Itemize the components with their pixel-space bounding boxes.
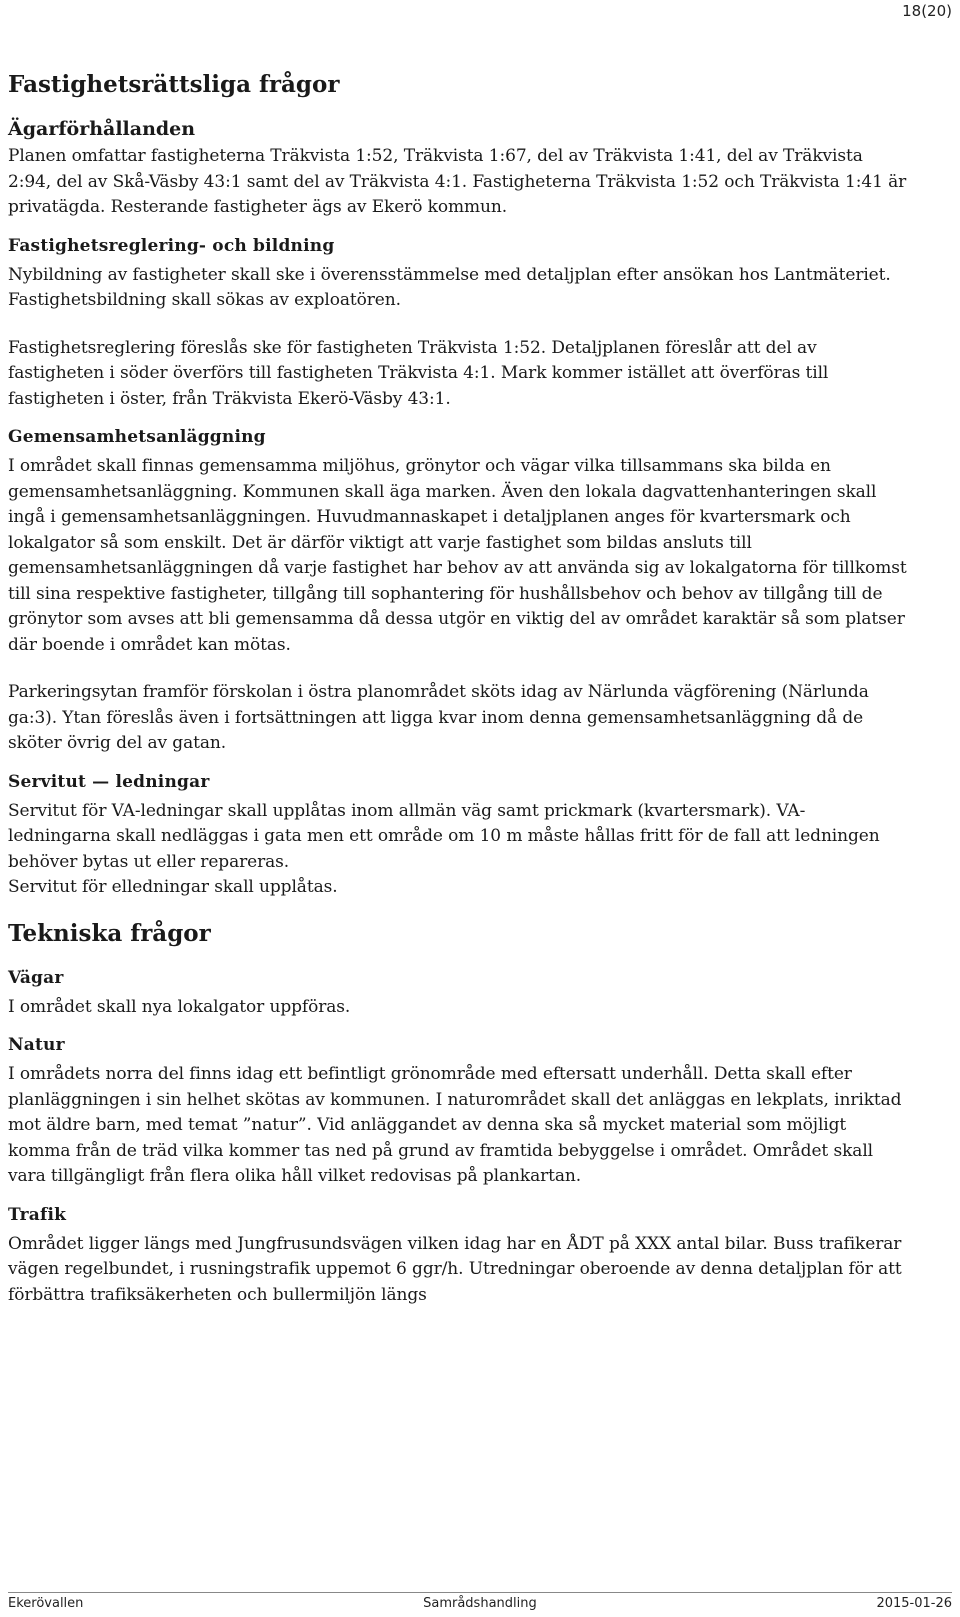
- paragraph-fastighetsreglering-2: Fastighetsreglering föreslås ske för fastigheten Träkvista 1:52. Detaljplanen föreslår att del av fastigheten i söder överförs till fastigheten Träkvista 4:1. Mark kommer istället att överföras till fastigheten i öster, från Träkvista Ekerö-Väsby 43:1.: [8, 337, 829, 409]
- paragraph-servitut-1: Servitut för VA-ledningar skall upplåtas inom allmän väg samt prickmark (kvartersmark). VA-ledningarna skall nedläggas i gata men ett område om 10 m måste hållas fritt för de fall att ledningen behöver bytas ut eller repareras.: [8, 800, 880, 872]
- heading-trafik: Trafik: [8, 1204, 67, 1225]
- section-title-tekniska: Tekniska frågor: [8, 919, 211, 947]
- paragraph-fastighetsreglering-1: Nybildning av fastigheter skall ske i överensstämmelse med detaljplan efter ansökan hos Lantmäteriet. Fastighetsbildning skall sökas av exploatören.: [8, 264, 891, 310]
- heading-fastighetsreglering: Fastighetsreglering- och bildning: [8, 235, 335, 256]
- paragraph-servitut-2: Servitut för elledningar skall upplåtas.: [8, 877, 338, 897]
- footer-document-type: Samrådshandling: [423, 1596, 537, 1611]
- heading-agarforhallanden: Ägarförhållanden: [8, 118, 196, 140]
- paragraph-natur: I områdets norra del finns idag ett befintligt grönområde med eftersatt underhåll. Detta skall efter planläggningen i sin helhet skötas av kommunen. I naturområdet skall det anläggas en lekplats, inriktad mot äldre barn, med temat ”natur”. Vid anläggandet av denna ska så mycket material som möjligt komma från de träd vilka kommer tas ned på grund av framtida bebyggelse i området. Området skall vara tillgängligt från flera olika håll vilket redovisas på plankartan.: [8, 1064, 902, 1186]
- paragraph-gemensamhetsanlaggning-1: I området skall finnas gemensamma miljöhus, grönytor och vägar vilka tillsammans ska bilda en gemensamhetsanläggning. Kommunen skall äga marken. Även den lokala dagvattenhanteringen skall ingå i gemensamhetsanläggningen. Huvudmannaskapet i detaljplanen anges för kvartersmark och lokalgator så som enskilt. Det är därför viktigt att varje fastighet som bildas ansluts till gemensamhetsanläggningen då varje fastighet har behov av att använda sig av lokalgatorna för tillkomst till sina respektive fastigheter, tillgång till sophantering för hushållsbehov och behov av tillgång till de grönytor som avses att bli gemensamma då dessa utgör en viktig del av området karaktär så som platser där boende i området kan mötas.: [8, 456, 907, 655]
- heading-gemensamhetsanlaggning: Gemensamhetsanläggning: [8, 427, 266, 447]
- paragraph-vagar: I området skall nya lokalgator uppföras.: [8, 996, 351, 1017]
- heading-servitut: Servitut — ledningar: [8, 771, 210, 792]
- footer-project-name: Ekerövallen: [8, 1596, 84, 1611]
- page-number: 18(20): [902, 2, 952, 20]
- section-title-fastighetsrattsliga: Fastighetsrättsliga frågor: [8, 71, 340, 98]
- footer-date: 2015-01-26: [876, 1596, 952, 1611]
- document-body: [8, 70, 908, 1308]
- page-footer: [8, 1592, 952, 1611]
- paragraph-agarforhallanden: Planen omfattar fastigheterna Träkvista 1:52, Träkvista 1:67, del av Träkvista 1:41, del av Träkvista 2:94, del av Skå-Väsby 43:1 samt del av Träkvista 4:1. Fastigheterna Träkvista 1:52 och Träkvista 1:41 är privatägda. Resterande fastigheter ägs av Ekerö kommun.: [8, 146, 907, 217]
- heading-vagar: Vägar: [8, 967, 64, 988]
- paragraph-trafik: Området ligger längs med Jungfrusundsvägen vilken idag har en ÅDT på XXX antal bilar. Buss trafikerar vägen regelbundet, i rusningstrafik uppemot 6 ggr/h. Utredningar oberoende av denna detaljplan för att förbättra trafiksäkerheten och bullermiljön längs: [8, 1233, 902, 1305]
- paragraph-gemensamhetsanlaggning-2: Parkeringsytan framför förskolan i östra planområdet sköts idag av Närlunda vägförening (Närlunda ga:3). Ytan föreslås även i fortsättningen att ligga kvar inom denna gemensamhetsanläggning då de sköter övrig del av gatan.: [8, 682, 869, 753]
- heading-natur: Natur: [8, 1035, 65, 1055]
